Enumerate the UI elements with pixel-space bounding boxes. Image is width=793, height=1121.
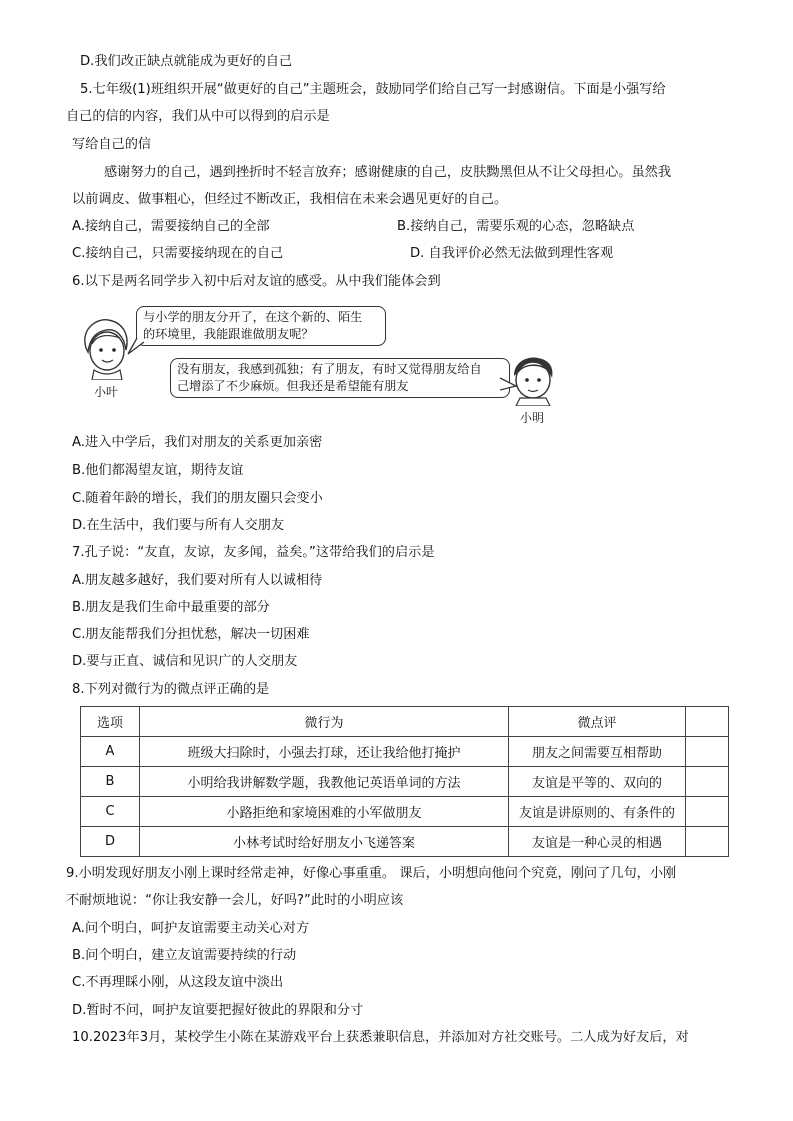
q7-option-c: C.朋友能帮我们分担忧愁，解决一切困难 — [72, 627, 310, 642]
girl-speech-bubble — [136, 306, 386, 346]
q6-stem: 6.以下是两名同学步入初中后对友谊的感受。从中我们能体会到 — [72, 274, 441, 289]
table-cell-behavior: 班级大扫除时，小强去打球，还让我给他打掩护 — [140, 737, 509, 767]
table-cell-option: A — [81, 737, 140, 767]
q10-stem-line1: 10.2023年3月，某校学生小陈在某游戏平台上获悉兼职信息，并添加对方社交账号。二人成为好友后，对 — [72, 1030, 689, 1045]
table-cell-blank — [686, 737, 729, 767]
q6-option-a: A.进入中学后，我们对朋友的关系更加亲密 — [72, 435, 323, 450]
table-cell-option: B — [81, 767, 140, 797]
table-header-cell: 微行为 — [140, 707, 509, 737]
q9-option-a: A.问个明白，呵护友谊需要主动关心对方 — [72, 921, 310, 936]
table-header-cell: 选项 — [81, 707, 140, 737]
table-cell-blank — [686, 797, 729, 827]
girl-bubble-tail — [126, 336, 146, 356]
girl-bubble-line2: 的环境里，我能跟谁做朋友呢？ — [143, 327, 314, 341]
table-header-cell: 微点评 — [509, 707, 686, 737]
q9-stem-line2: 不耐烦地说：“你让我安静一会儿，好吗?”此时的小明应该 — [66, 893, 404, 908]
table-row — [81, 827, 729, 857]
table-cell-blank — [686, 827, 729, 857]
q5-option-d: D. 自我评价必然无法做到理性客观 — [410, 246, 614, 261]
q5-stem-line1: 5.七年级(1)班组织开展“做更好的自己”主题班会，鼓励同学们给自己写一封感谢信。下面是小强写给 — [80, 82, 666, 97]
table-row — [81, 767, 729, 797]
q6-option-c: C.随着年龄的增长，我们的朋友圈只会变小 — [72, 491, 323, 506]
q6-option-b: B.他们都渴望友谊，期待友谊 — [72, 463, 244, 478]
table-cell-comment: 友谊是平等的、双向的 — [509, 767, 686, 797]
q7-option-a: A.朋友越多越好，我们要对所有人以诚相待 — [72, 573, 323, 588]
q5-option-b: B.接纳自己，需要乐观的心态，忽略缺点 — [397, 219, 635, 234]
table-cell-behavior: 小明给我讲解数学题，我教他记英语单词的方法 — [140, 767, 509, 797]
boy-bubble-line2: 己增添了不少麻烦。但我还是希望能有朋友 — [177, 379, 409, 393]
table-cell-blank — [686, 767, 729, 797]
q9-option-c: C.不再理睬小刚，从这段友谊中淡出 — [72, 975, 284, 990]
table-cell-option: D — [81, 827, 140, 857]
table-cell-comment: 友谊是讲原则的、有条件的 — [509, 797, 686, 827]
q7-option-b: B.朋友是我们生命中最重要的部分 — [72, 600, 270, 615]
q8-table — [80, 706, 729, 857]
table-cell-behavior: 小路拒绝和家境困难的小军做朋友 — [140, 797, 509, 827]
table-header-row — [81, 707, 729, 737]
q9-option-b: B.问个明白，建立友谊需要持续的行动 — [72, 948, 297, 963]
q4-option-d: D.我们改正缺点就能成为更好的自己 — [80, 54, 293, 69]
q5-option-c: C.接纳自己，只需要接纳现在的自己 — [72, 246, 284, 261]
table-cell-comment: 朋友之间需要互相帮助 — [509, 737, 686, 767]
girl-name-label: 小叶 — [94, 385, 119, 399]
q9-stem-line1: 9.小明发现好朋友小刚上课时经常走神，好像心事重重。 课后，小明想向他问个究竟，刚问了几句，小刚 — [66, 866, 677, 881]
q5-letter-title: 写给自己的信 — [72, 137, 152, 152]
table-cell-option: C — [81, 797, 140, 827]
q9-option-d: D.暂时不问，呵护友谊要把握好彼此的界限和分寸 — [72, 1003, 364, 1018]
table-cell-comment: 友谊是一种心灵的相遇 — [509, 827, 686, 857]
boy-bubble-line1: 没有朋友，我感到孤独；有了朋友，有时又觉得朋友给自 — [177, 362, 482, 376]
q7-option-d: D.要与正直、诚信和见识广的人交朋友 — [72, 654, 298, 669]
q5-letter-line1: 感谢努力的自己，遇到挫折时不轻言放弃；感谢健康的自己，皮肤黝黑但从不让父母担心。虽然我 — [104, 165, 672, 180]
boy-name-label: 小明 — [520, 411, 545, 425]
boy-speech-bubble — [170, 358, 510, 398]
girl-bubble-line1: 与小学的朋友分开了，在这个新的、陌生 — [143, 310, 363, 324]
table-row — [81, 797, 729, 827]
table-cell-behavior: 小林考试时给好朋友小飞递答案 — [140, 827, 509, 857]
q7-stem: 7.孔子说：“友直，友谅，友多闻，益矣。”这带给我们的启示是 — [72, 545, 435, 560]
q8-stem: 8.下列对微行为的微点评正确的是 — [72, 682, 270, 697]
q5-option-a: A.接纳自己，需要接纳自己的全部 — [72, 219, 270, 234]
boy-xiaoming-illustration — [508, 354, 558, 406]
q5-stem-line2: 自己的信的内容，我们从中可以得到的启示是 — [66, 109, 330, 124]
q6-option-d: D.在生活中，我们要与所有人交朋友 — [72, 518, 285, 533]
table-row — [81, 737, 729, 767]
q5-letter-line2: 以前调皮、做事粗心，但经过不断改正，我相信在未来会遇见更好的自己。 — [72, 192, 508, 207]
table-header-cell — [686, 707, 729, 737]
